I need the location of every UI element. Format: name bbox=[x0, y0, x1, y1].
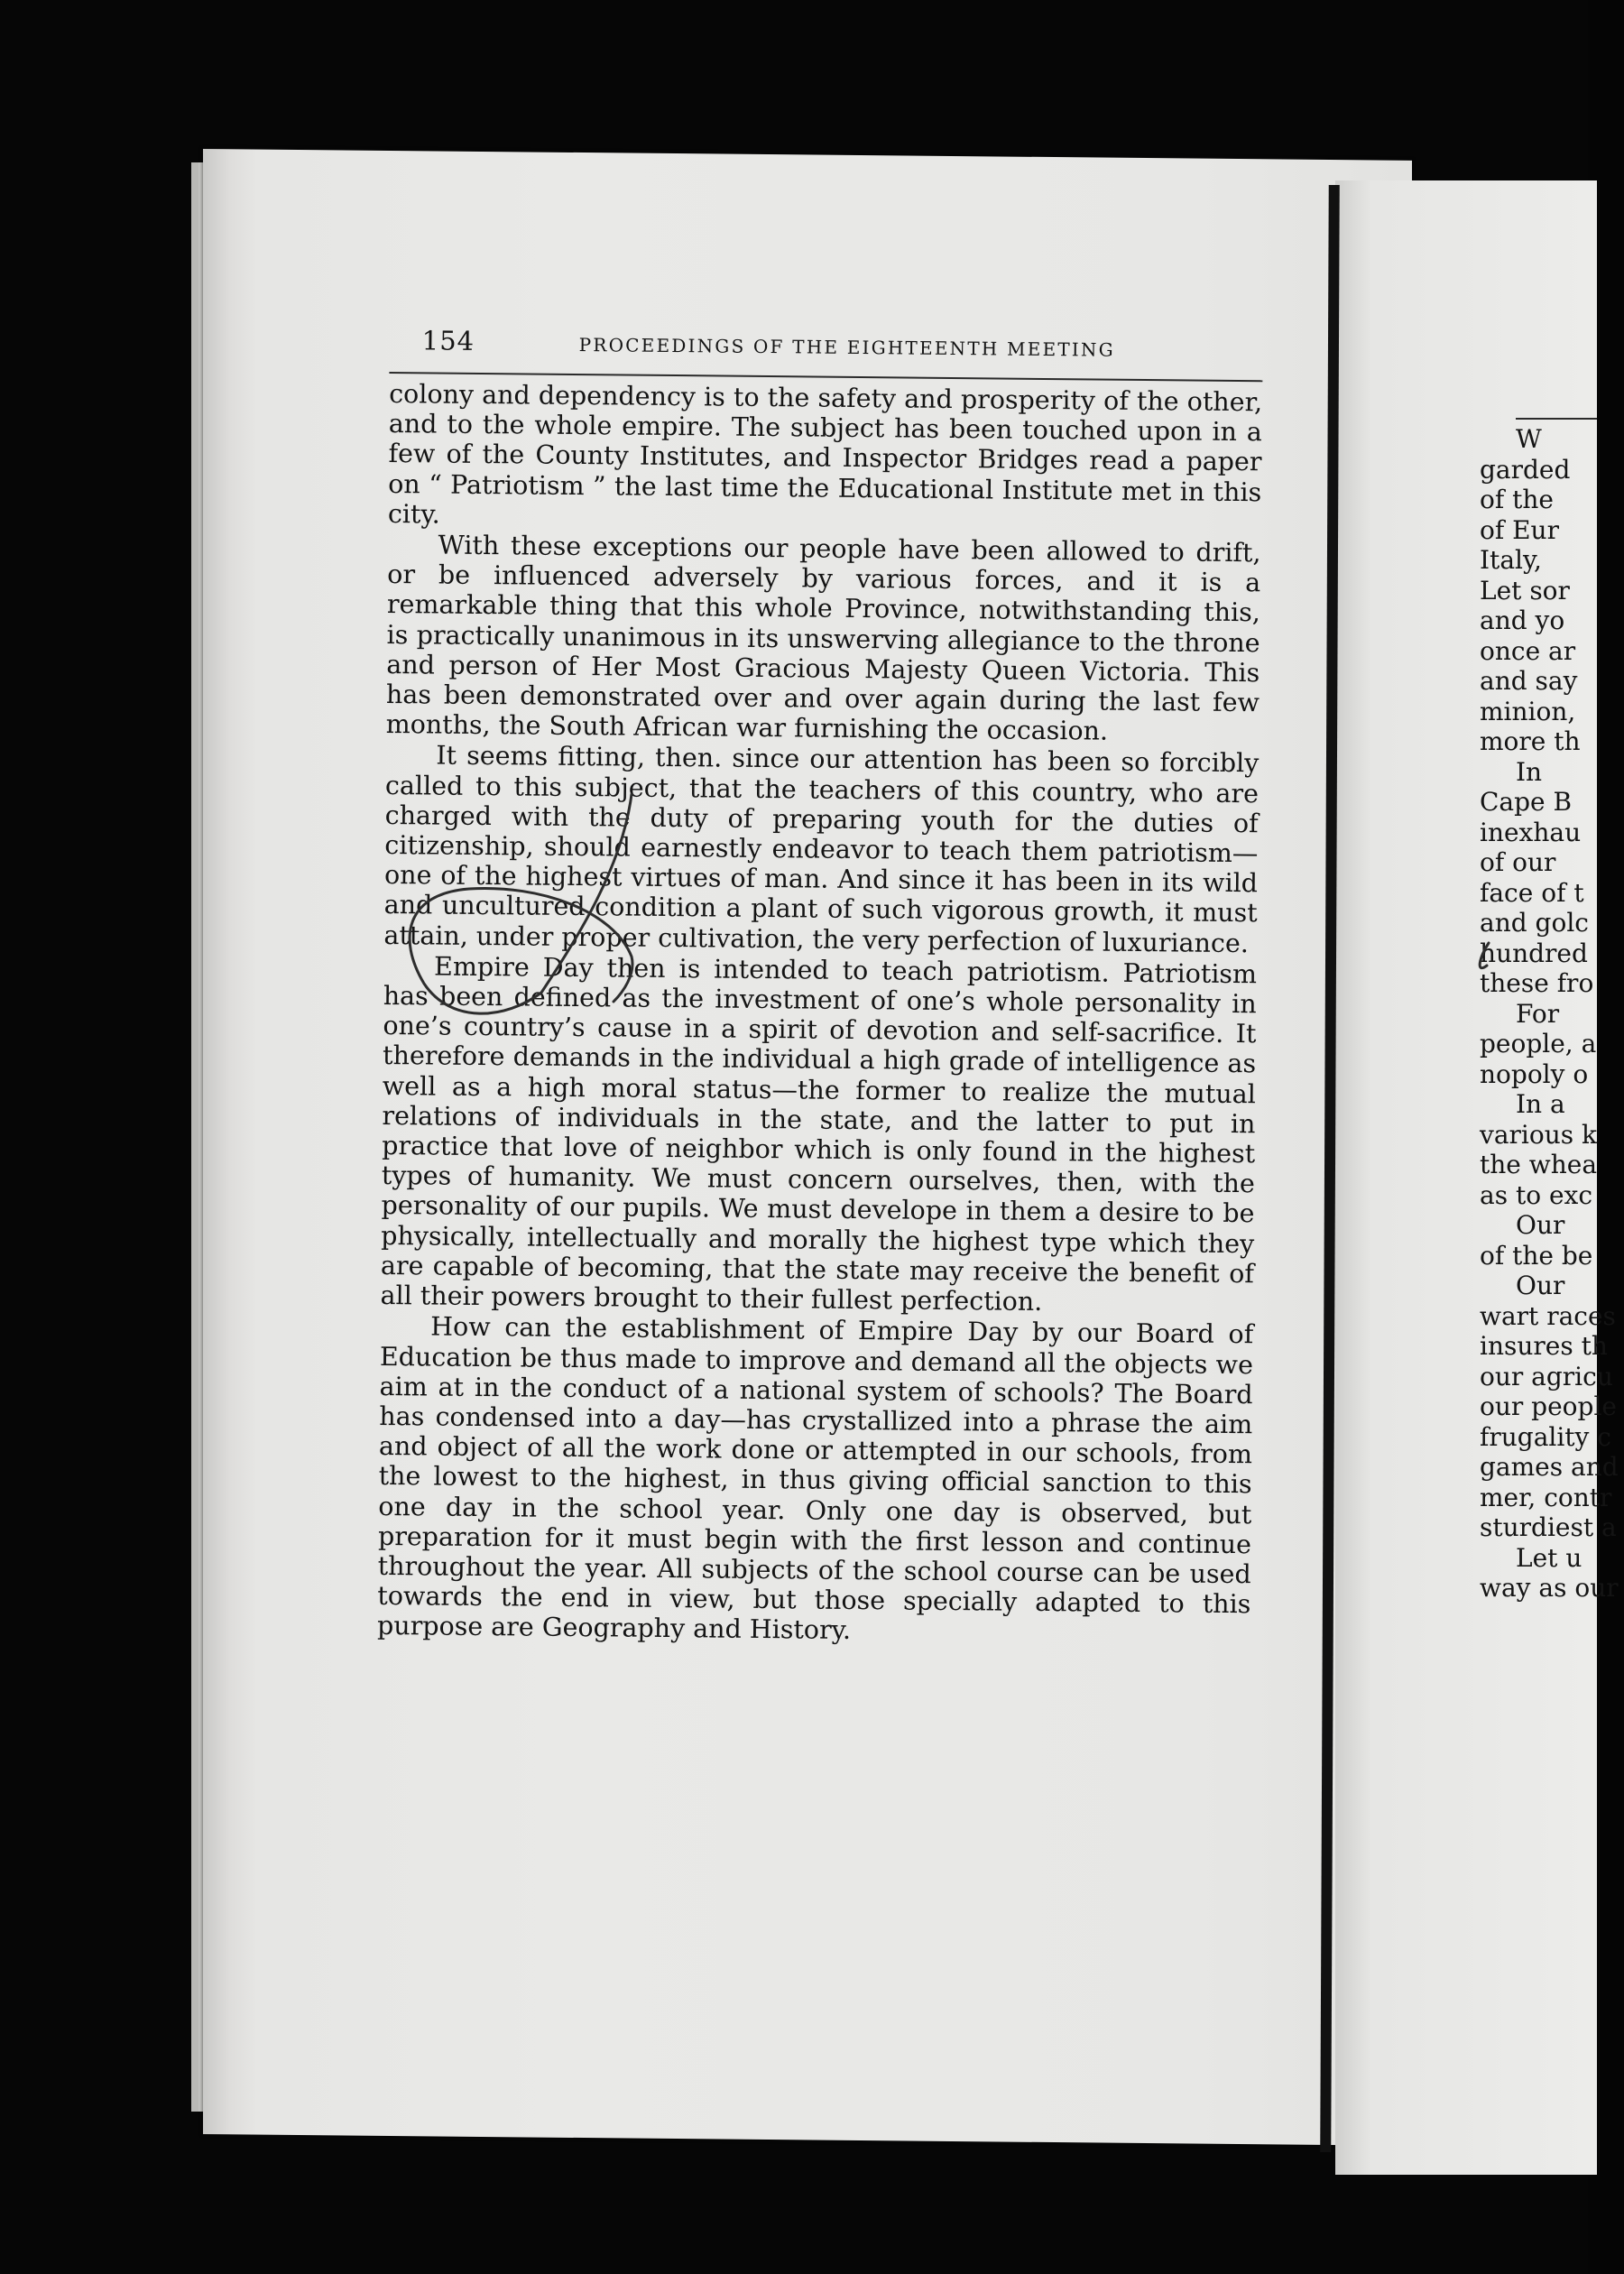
right-page-line: people, a bbox=[1480, 1029, 1597, 1058]
right-page-line: the whea bbox=[1480, 1150, 1598, 1179]
right-page-line: of our bbox=[1480, 847, 1556, 877]
pen-stroke bbox=[1480, 943, 1489, 968]
right-page-line: mer, contr bbox=[1480, 1482, 1612, 1512]
pen-stroke bbox=[410, 794, 632, 1013]
right-page-line: Cape B bbox=[1480, 787, 1573, 817]
right-page-line: various k bbox=[1480, 1119, 1597, 1150]
right-page-line: and yo bbox=[1480, 605, 1565, 635]
right-page-line: insures th bbox=[1480, 1331, 1608, 1361]
right-page-line: frugality c bbox=[1480, 1421, 1611, 1452]
paragraph: How can the establishment of Empire Day by our Board of Education be thus made to improve and demand all the objects we aim at in the conduct of a national system of schools? The Board has condensed into a day—has crystallized into a phrase the aim and object of all the work done or attempted in our schools, from the lowest to the highest, in thus giving official sanction to this one day in the school year. Only one day is observed, but preparation for it must begin with the first lesson and continue throughout the year. All subjects of the school course can be used towards the end in view, but those specially adapted to this purpose are Geography and History. bbox=[376, 1311, 1254, 1646]
right-page-line: In a bbox=[1516, 1089, 1565, 1119]
right-page-line: Let sor bbox=[1480, 575, 1570, 605]
right-page-line: as to exc bbox=[1480, 1179, 1593, 1210]
right-page-line: more th bbox=[1480, 726, 1581, 756]
right-page-line: minion, bbox=[1480, 696, 1576, 726]
right-page-line: inexhau bbox=[1480, 817, 1582, 847]
paragraph: With these exceptions our people have been allowed to drift, or be influenced adversely by various forces, and it is a remarkable thing that this whole Province, notwithstanding this, is practically unanimous in its unswerving allegiance to the throne and person of Her Most Gracious Majesty Queen Victoria. This has been demonstrated over and over again during the last few months, the South African war furnishing the occasion. bbox=[385, 530, 1261, 746]
right-page-line: hundred bbox=[1480, 938, 1588, 968]
right-page-line: of the bbox=[1480, 485, 1554, 514]
paragraph: colony and dependency is to the safety and prosperity of the other, and to the whole empire. The subject has been touched upon in a few of the County Institutes, and Inspector Bridges read a paper on “ Patriotism ” the last time the Educational Institute met in this city. bbox=[387, 378, 1263, 530]
right-page-line: our agricu bbox=[1480, 1361, 1613, 1391]
right-page-line: and say bbox=[1480, 666, 1578, 696]
right-page-line: of Eur bbox=[1480, 514, 1559, 545]
right-page-line: face of t bbox=[1480, 877, 1584, 908]
right-page-line: once ar bbox=[1480, 635, 1576, 666]
page-number: 154 bbox=[421, 325, 475, 356]
right-page-line: garded bbox=[1480, 454, 1571, 485]
right-page-line: our people bbox=[1480, 1391, 1617, 1421]
right-page-line: Let u bbox=[1516, 1542, 1582, 1573]
right-page-line: of the be bbox=[1480, 1240, 1593, 1271]
right-page-line: wart races bbox=[1480, 1300, 1616, 1331]
right-page-line: way as our bbox=[1480, 1573, 1619, 1603]
right-page-line: Italy, bbox=[1480, 545, 1542, 575]
right-page-line: In bbox=[1516, 756, 1543, 787]
right-page-line: Our bbox=[1516, 1210, 1565, 1240]
right-page-line: sturdiest a bbox=[1480, 1512, 1617, 1542]
right-page-line: For bbox=[1516, 998, 1560, 1029]
paragraph: It seems fitting, then. since our attention has been so forcibly called to this subject, that the teachers of this country, who are charged with the duty of preparing youth for the duties of citizenship, should earnestly endeavor to teach them patriotism—one of the highest virtues of man. And since it has been in its wild and uncultured condition a plant of such vigorous growth, it must attain, under proper cultivation, the very perfection of luxuriance. bbox=[383, 740, 1260, 958]
paragraph: Empire Day then is intended to teach patriotism. Patriotism has been defined as the investment of one’s whole personality in one’s country’s cause in a spirit of devotion and self-sacrifice. It therefore demands in the individual a high grade of intelligence as well as a high moral status—the former to realize the mutual relations of individuals in the state, and the latter to put in practice that love of neighbor which is only found in the highest types of humanity. We must concern ourselves, then, with the personality of our pupils. We must develope in them a desire to be physically, intellectually and morally the highest type which they are capable of becoming, that the state may receive the benefit of all their powers brought to their fullest perfection. bbox=[380, 951, 1258, 1317]
right-page-line: and golc bbox=[1480, 908, 1589, 938]
right-page-line: Our bbox=[1516, 1271, 1565, 1300]
right-page-line: W bbox=[1516, 424, 1542, 454]
right-page-line: these fro bbox=[1480, 968, 1594, 998]
right-page-line: nopoly o bbox=[1480, 1058, 1589, 1089]
running-head: PROCEEDINGS OF THE EIGHTEENTH MEETING bbox=[578, 334, 1115, 361]
right-page-line: games and bbox=[1480, 1452, 1619, 1482]
